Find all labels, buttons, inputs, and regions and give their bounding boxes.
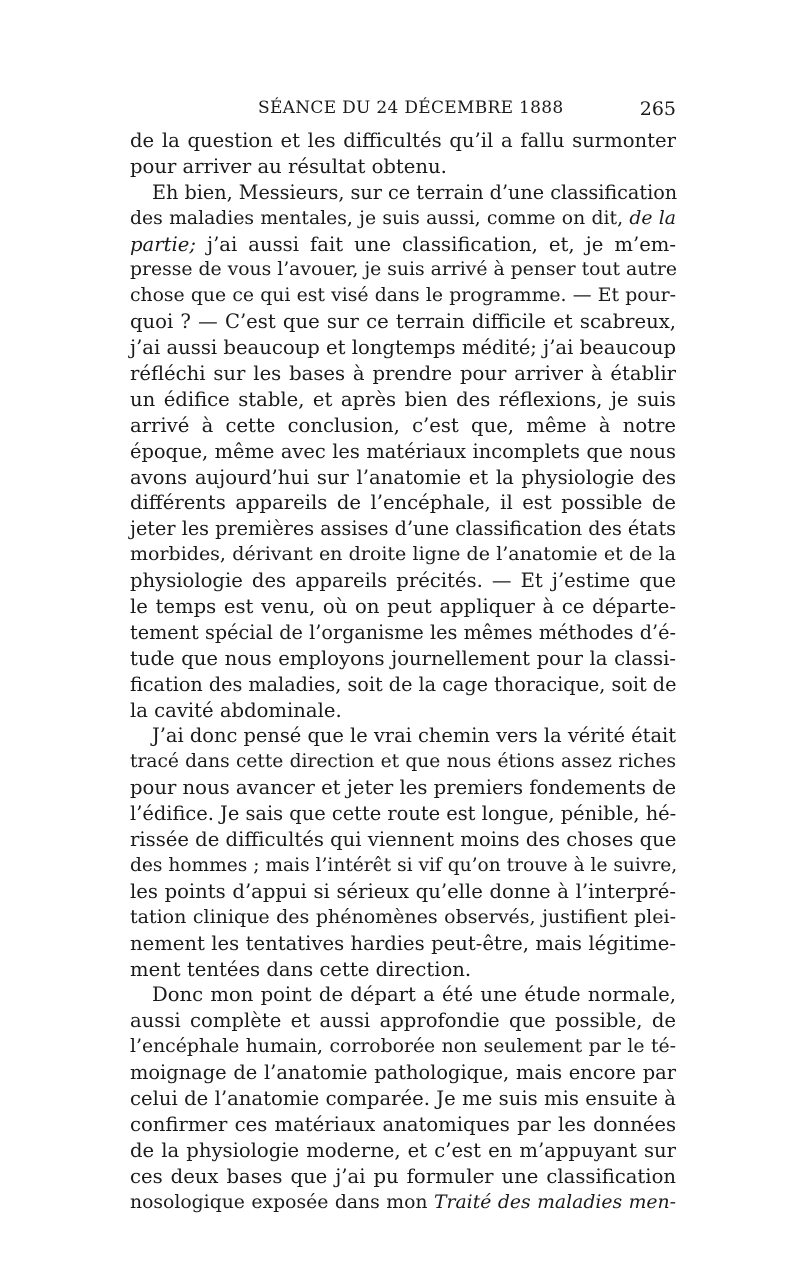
- text-line: [130, 620, 676, 646]
- text-line: [130, 1112, 676, 1138]
- text-line: [130, 749, 676, 775]
- text-line: [130, 879, 676, 905]
- text-line: [130, 568, 676, 594]
- text-segment: chose que ce qui est visé dans le programme. — Et pour-: [130, 285, 676, 307]
- text-line: [130, 206, 676, 232]
- text-line: [130, 387, 676, 413]
- text-line: [130, 283, 676, 309]
- text-segment: avons aujourd’hui sur l’anatomie et la physiologie des: [130, 465, 676, 489]
- text-segment: l’édifice. Je sais que cette route est longue, pénible, hé-: [130, 802, 677, 826]
- text-segment: confirmer ces matériaux anatomiques par les données: [130, 1112, 676, 1136]
- text-segment: des hommes ; mais l’intérêt si vif qu’on trouve à le suivre,: [130, 854, 678, 876]
- text-segment: nement les tentatives hardies peut-être, mais légitime-: [130, 931, 676, 955]
- text-segment: réfléchi sur les bases à prendre pour arriver à établir: [130, 362, 676, 386]
- text-line: [130, 698, 676, 724]
- text-segment: un édifice stable, et après bien des réflexions, je suis: [130, 387, 676, 411]
- text-line: [130, 232, 676, 258]
- text-segment: époque, même avec les matériaux incomplets que nous: [130, 439, 676, 463]
- text-segment: l’encéphale humain, corroborée non seulement par le té-: [130, 1036, 676, 1058]
- text-line: [130, 646, 676, 672]
- text-segment: tude que nous employons journellement pour la classi-: [130, 646, 676, 670]
- text-line: [130, 775, 676, 801]
- text-segment: de la physiologie moderne, et c’est en m’appuyant sur: [130, 1138, 676, 1162]
- text-line: [130, 309, 676, 335]
- text-line: [130, 982, 676, 1008]
- text-segment: J’ai donc pensé que le vrai chemin vers la vérité était: [152, 724, 676, 748]
- text-line: [130, 257, 676, 283]
- text-line: [130, 827, 676, 853]
- text-segment: des maladies mentales, je suis aussi, comme on dit,: [130, 207, 630, 229]
- body-text: [130, 128, 676, 1215]
- text-segment: Eh bien, Messieurs, sur ce terrain d’une classification: [152, 180, 678, 204]
- text-line: [130, 957, 676, 983]
- text-line: [130, 413, 676, 439]
- text-line: [130, 931, 676, 957]
- text-line: [130, 1086, 676, 1112]
- text-segment: tement spécial de l’organisme les mêmes méthodes d’é-: [130, 620, 676, 644]
- text-segment: nosologique exposée dans mon: [130, 1191, 434, 1213]
- text-segment: ment tentées dans cette direction.: [130, 957, 472, 981]
- text-segment: presse de vous l’avouer, je suis arrivé à penser tout autre: [130, 259, 677, 281]
- text-segment: moignage de l’anatomie pathologique, mais encore par: [130, 1061, 676, 1085]
- text-segment: arrivé à cette conclusion, c’est que, même à notre: [130, 413, 676, 437]
- running-head: [132, 98, 676, 126]
- text-line: [130, 180, 676, 206]
- text-segment: ces deux bases que j’ai pu formuler une classification: [130, 1164, 676, 1188]
- text-line: [130, 1008, 676, 1034]
- text-line: [130, 1190, 676, 1216]
- text-segment: tation clinique des phénomènes observés, justifient plei-: [130, 905, 676, 928]
- text-segment: Donc mon point de départ a été une étude normale,: [152, 983, 676, 1007]
- text-segment: jeter les premières assises d’une classification des états: [130, 517, 676, 541]
- text-line: [130, 594, 676, 620]
- italic-text: de la: [629, 207, 677, 229]
- text-segment: morbides, dérivant en droite ligne de l’anatomie et de la: [130, 543, 676, 566]
- text-segment: les points d’appui si sérieux qu’elle donne à l’interpré-: [130, 879, 676, 903]
- text-segment: de la question et les difficultés qu’il a fallu surmonter: [130, 129, 676, 152]
- text-segment: aussi complète et aussi approfondie que possible, de: [130, 1009, 676, 1033]
- page-number: 265: [639, 98, 676, 120]
- text-segment: tracé dans cette direction et que nous étions assez riches: [130, 751, 676, 773]
- text-line: [130, 723, 676, 749]
- text-segment: j’ai aussi beaucoup et longtemps médité; j’ai beaucoup: [130, 336, 676, 360]
- text-segment: pour arriver au résultat obtenu.: [130, 154, 447, 178]
- text-line: [130, 542, 676, 568]
- text-line: [130, 439, 676, 465]
- text-line: [130, 335, 676, 361]
- text-line: [130, 1034, 676, 1060]
- text-line: [130, 154, 676, 180]
- text-line: [130, 1164, 676, 1190]
- text-line: [130, 672, 676, 698]
- text-segment: le temps est venu, où on peut appliquer à ce départe-: [130, 595, 676, 619]
- text-line: [130, 1060, 676, 1086]
- text-line: [130, 490, 676, 516]
- text-segment: la cavité abdominale.: [130, 698, 342, 722]
- italic-text: Traité des maladies men-: [433, 1191, 676, 1213]
- text-line: [130, 516, 676, 542]
- running-title: SÉANCE DU 24 DÉCEMBRE 1888: [258, 98, 564, 118]
- text-segment: physiologie des appareils précités. — Et j’estime que: [130, 569, 676, 593]
- text-segment: rissée de difficultés qui viennent moins des choses que: [130, 828, 677, 852]
- text-line: [130, 853, 676, 879]
- text-segment: fication des maladies, soit de la cage thoracique, soit de: [130, 672, 677, 696]
- text-line: [130, 465, 676, 491]
- text-line: [130, 801, 676, 827]
- italic-text: partie;: [130, 232, 196, 256]
- text-segment: différents appareils de l’encéphale, il est possible de: [130, 491, 676, 515]
- text-segment: pour nous avancer et jeter les premiers fondements de: [130, 776, 677, 800]
- text-line: [130, 905, 676, 931]
- text-segment: celui de l’anatomie comparée. Je me suis mis ensuite à: [130, 1086, 676, 1110]
- text-line: [130, 128, 676, 154]
- text-segment: quoi ? — C’est que sur ce terrain difficile et scabreux,: [130, 310, 676, 334]
- text-segment: j’ai aussi fait une classification, et, je m’em-: [195, 232, 676, 256]
- text-line: [130, 1138, 676, 1164]
- text-line: [130, 361, 676, 387]
